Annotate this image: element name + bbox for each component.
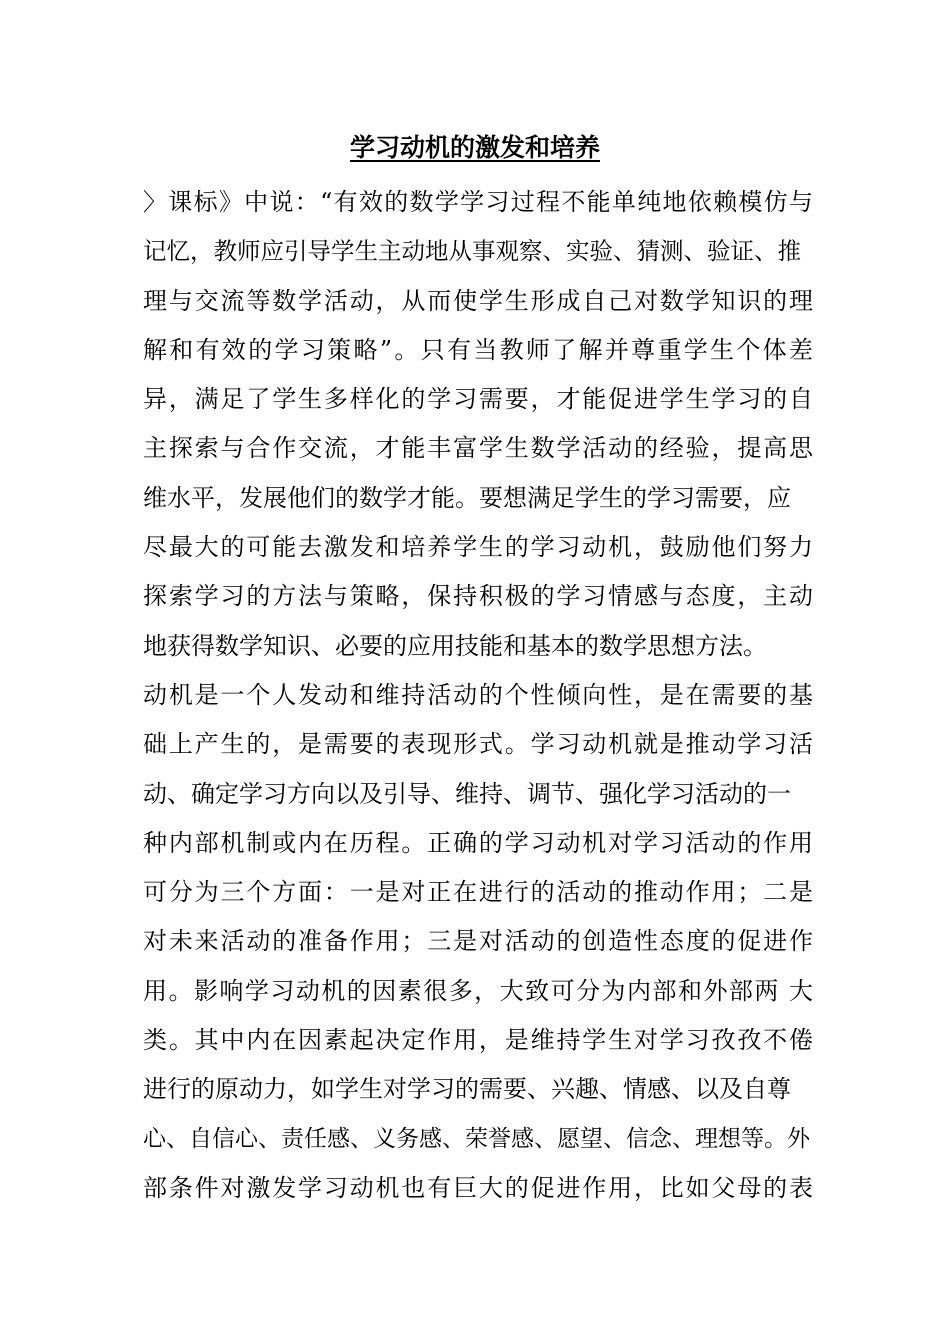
text-line: 用。影响学习动机的因素很多，大致可分为内部和外部两 大 [143, 976, 813, 1005]
text-line: 进行的原动力，如学生对学习的需要、兴趣、情感、以及自尊 [143, 1075, 791, 1104]
document-body [143, 178, 813, 1213]
text-line: 尽最大的可能去激发和培养学生的学习动机，鼓励他们努力 [143, 533, 813, 562]
text-line: 动机是一个人发动和维持活动的个性倾向性，是在需要的基 [143, 680, 813, 709]
text-line: 维水平，发展他们的数学才能。要想满足学生的学习需要，应 [143, 483, 791, 512]
text-line: 对未来活动的准备作用；三是对活动的创造性态度的促进作 [143, 927, 813, 956]
text-line: 础上产生的，是需要的表现形式。学习动机就是推动学习活 [143, 730, 813, 759]
text-line: 异，满足了学生多样化的学习需要，才能促进学生学习的自 [143, 385, 813, 414]
text-line: 动、确定学习方向以及引导、维持、调节、强化学习活动的一 [143, 779, 791, 808]
document-title [0, 128, 950, 168]
text-line: 类。其中内在因素起决定作用，是维持学生对学习孜孜不倦 [143, 1026, 813, 1055]
text-line: 可分为三个方面：一是对正在进行的活动的推动作用；二是 [143, 878, 813, 907]
text-line: 理与交流等数学活动，从而使学生形成自己对数学知识的理 [143, 286, 813, 315]
document-title-text: 学习动机的激发和培养 [349, 133, 600, 162]
text-line: 记忆，教师应引导学生主动地从事观察、实验、猜测、验证、推 [143, 237, 801, 266]
text-line: 地获得数学知识、必要的应用技能和基本的数学思想方法。 [143, 631, 767, 660]
text-line: 〉课标》中说：“有效的数学学习过程不能单纯地依赖模仿与 [143, 188, 813, 216]
text-line: 主探索与合作交流，才能丰富学生数学活动的经验，提高思 [143, 434, 813, 463]
text-line: 探索学习的方法与策略，保持积极的学习情感与态度，主动 [143, 582, 813, 611]
text-line: 心、自信心、责任感、义务感、荣誉感、愿望、信念、理想等。外 [143, 1125, 810, 1152]
text-line: 解和有效的学习策略”。只有当教师了解并尊重学生个体差 [143, 335, 813, 364]
text-line: 种内部机制或内在历程。正确的学习动机对学习活动的作用 [143, 828, 813, 857]
text-line: 部条件对激发学习动机也有巨大的促进作用，比如父母的表 [143, 1173, 813, 1202]
